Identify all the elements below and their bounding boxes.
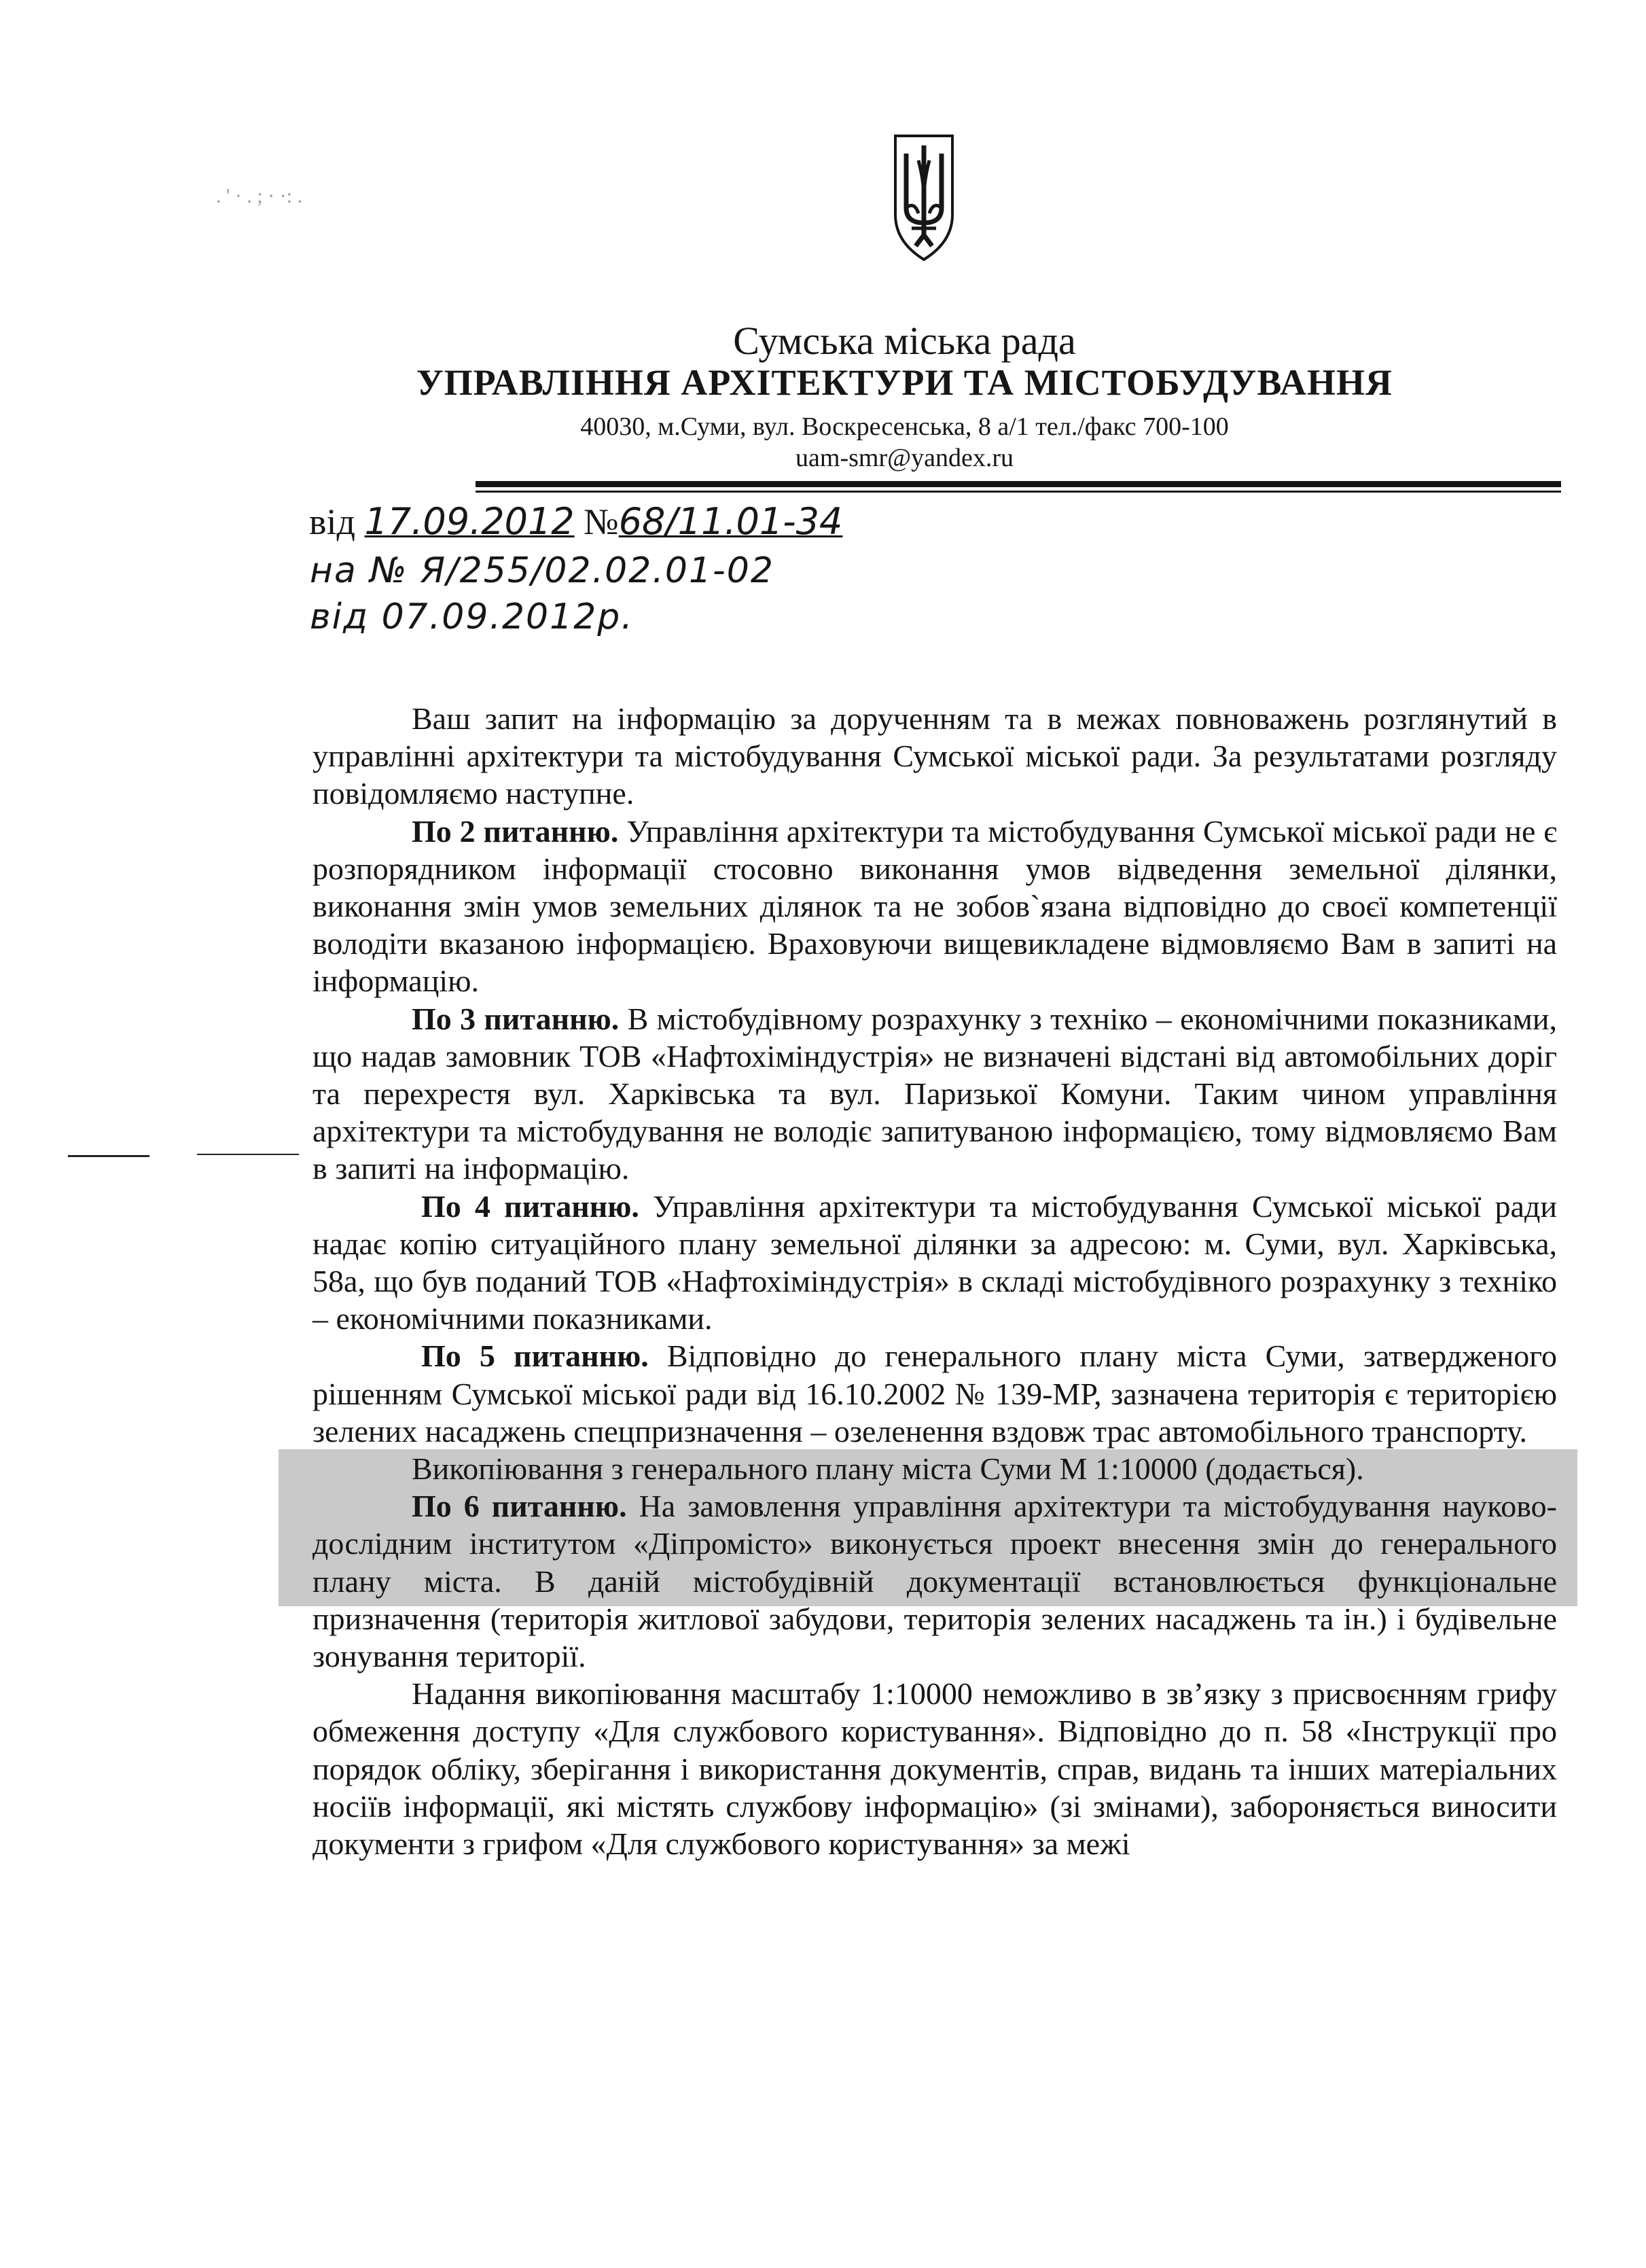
scan-mark	[197, 1154, 299, 1155]
question-5-text: Відповідно до генерального плану міста Суми, затвердженого рішенням Сумської міської ради від 16.10.2002 № 139-МР, зазначена територія є територією зелених насаджень спецпризначення – озеленення вздовж трас автомобільного транспорту.	[312, 1339, 1557, 1449]
question-6-paragraph	[312, 1487, 1557, 1675]
email-address: uam-smr@yandex.ru	[795, 444, 1014, 472]
extract-paragraph: Викопіювання з генерального плану міста Суми М 1:10000 (додається).	[412, 1451, 1364, 1487]
question-2-paragraph	[312, 813, 1557, 1000]
reference-line	[309, 500, 842, 543]
closing-paragraph: Надання викопіювання масштабу 1:10000 неможливо в зв’язку з присвоєнням грифу обмеження доступу «Для службового користування». Відповідно до п. 58 «Інструкції про порядок обліку, зберігання і використання документів, справ, видань та інших матеріальних носіїв інформації, які містять службову інформацію» (зі змінами), забороняється виносити документи з грифом «Для службового користування» за межі	[312, 1676, 1557, 1862]
department-name: УПРАВЛІННЯ АРХІТЕКТУРИ ТА МІСТОБУДУВАННЯ	[416, 362, 1393, 403]
question-4-paragraph	[312, 1188, 1557, 1338]
scan-mark	[68, 1155, 149, 1157]
scan-noise: . ' · . ; · ·: .	[216, 185, 303, 207]
question-2-text: Управління архітектури та містобудування Сумської міської ради не є розпорядником інформації стосовно виконання умов відведення земельної ділянки, виконання змін умов земельних ділянок та не зобов`язана відповідно до своєї компетенції володіти вказаною інформацією. Враховуючи вищевикладене відмовляємо Вам в запиті на інформацію.	[312, 813, 1557, 999]
address: 40030, м.Суми, вул. Воскресенська, 8 а/1 тел./факс 700-100	[580, 412, 1229, 441]
header-divider-thick	[476, 481, 1561, 487]
question-5-paragraph	[312, 1337, 1557, 1450]
question-3-paragraph	[312, 1000, 1557, 1188]
reply-date-line: від 07.09.2012р.	[310, 597, 634, 637]
reference-number: 68/11.01-34	[618, 500, 843, 543]
intro-paragraph: Ваш запит на інформацію за дорученням та в межах повноважень розглянутий в управлінні архітектури та містобудування Сумської міської ради. За результатами розгляду повідомляємо наступне.	[312, 701, 1557, 811]
question-3-text: В містобудівному розрахунку з техніко – економічними показниками, що надав замовник ТОВ «Нафтохіміндустрія» не визначені відстані від автомобільних доріг та перехрестя вул. Харківська та вул. Паризької Комуни. Таким чином управління архітектури та містобудування не володіє запитуваною інформацією, тому відмовляємо Вам в запиті на інформацію.	[312, 1001, 1557, 1186]
question-2-label: По 2 питанню.	[412, 813, 619, 849]
question-6-text: На замовлення управління архітектури та містобудування науково-дослідним інститутом «Діпромісто» виконується проект внесення змін до генерального плану міста. В даній містобудівній документації встановлюється функціональне призначення (територія житлової забудови, територія зелених насаджень та ін.) і будівельне зонування території.	[312, 1489, 1557, 1674]
reply-to-line: на № Я/255/02.02.01-02	[310, 550, 774, 591]
council-name: Сумська міська рада	[733, 319, 1076, 363]
letter-body	[312, 700, 1557, 1862]
question-6-label: По 6 питанню.	[412, 1489, 627, 1524]
question-5-label: По 5 питанню.	[421, 1339, 649, 1374]
from-label: від	[309, 501, 355, 542]
reference-date: 17.09.2012	[364, 500, 575, 543]
question-3-label: По 3 питанню.	[412, 1001, 620, 1036]
header-divider-thin	[476, 491, 1561, 493]
number-label: №	[584, 501, 619, 542]
question-4-text: Управління архітектури та містобудування Сумської міської ради надає копію ситуаційного плану земельної ділянки за адресою: м. Суми, вул. Харківська, 58а, що був поданий ТОВ «Нафтохіміндустрія» в складі містобудівного розрахунку з техніко – економічними показниками.	[312, 1188, 1557, 1336]
question-4-label: По 4 питанню.	[421, 1188, 639, 1224]
trident-icon	[891, 133, 956, 262]
